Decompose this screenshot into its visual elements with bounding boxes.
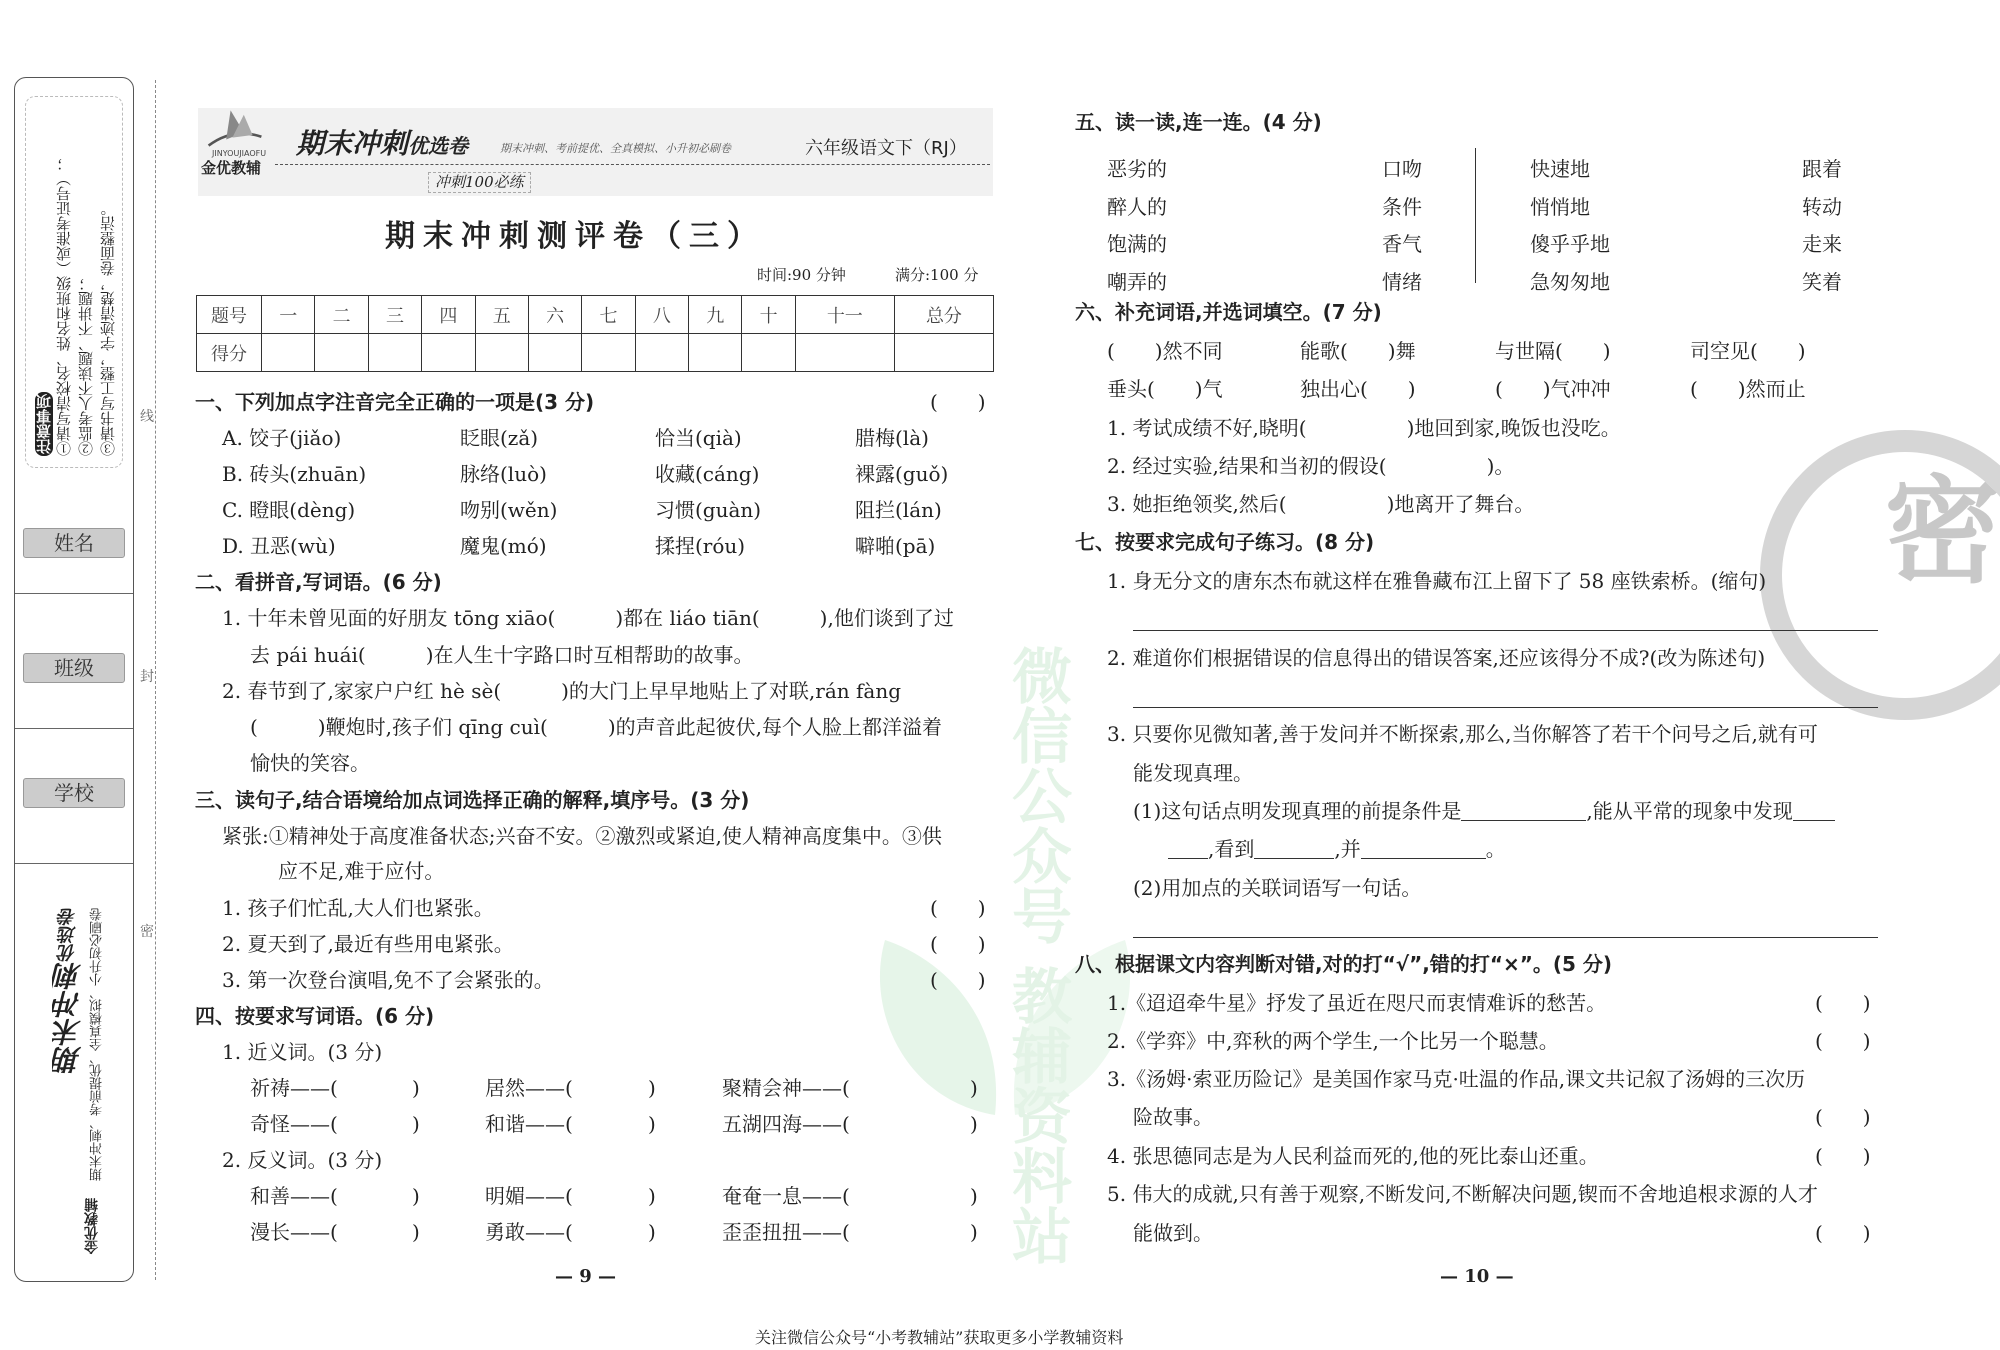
answer-blank[interactable]: ( ) <box>1815 1105 1871 1129</box>
header-series-title: 期末冲刺 <box>296 127 409 160</box>
sidebar-brand-name: 金优教辅 <box>84 1198 100 1254</box>
table-row <box>197 334 994 372</box>
option-d-1: D. 丑恶(wù) <box>222 534 336 558</box>
answer-blank[interactable] <box>1461 820 1586 821</box>
word-item: 聚精会神——( <box>722 1076 850 1100</box>
question-item: 3. 只要你见微知著,善于发问并不断探索,那么,当你解答了若干个问号之后,就有可 <box>1107 722 1818 746</box>
header-series-sub: 优选卷 <box>408 134 469 158</box>
answer-blank[interactable] <box>1168 858 1208 859</box>
cut-mark-seal: 封 <box>140 669 154 685</box>
sidebar-brand-title: 期末冲刺 <box>52 962 85 1074</box>
score-cell[interactable] <box>894 334 993 372</box>
footer-note: 关注微信公众号“小考教辅站”获取更多小学教辅资料 <box>755 1328 1124 1347</box>
word-item: 祈祷——( <box>250 1076 338 1100</box>
option-d-4: 噼啪(pā) <box>855 534 936 558</box>
answer-line[interactable] <box>1133 630 1878 631</box>
question-line: 愉快的笑容。 <box>250 751 370 775</box>
notice-line-1: ①请写清校名、姓名和班级（或准考证号）； <box>55 156 73 456</box>
notice-line-2: ②监考人不读题、不讲题； <box>77 276 95 456</box>
section-4-title: 四、按要求写词语。(6 分) <box>195 1004 435 1028</box>
option-d-3: 揉捏(róu) <box>655 534 746 558</box>
word-item: 和善——( <box>250 1184 338 1208</box>
option-b-2: 脉络(luò) <box>460 462 547 486</box>
table-cell: 十 <box>742 296 795 334</box>
question-text: ,能从平常的现象中发现 <box>1586 799 1793 823</box>
match-word[interactable]: 悄悄地 <box>1530 194 1590 219</box>
fill-sentence: 2. 经过实验,结果和当初的假设( )。 <box>1107 454 1515 478</box>
cut-mark-secret: 密 <box>140 924 154 940</box>
school-field-label: 学校 <box>23 778 125 808</box>
score-table <box>196 295 994 372</box>
sub-question: 2. 反义词。(3 分) <box>222 1148 383 1172</box>
answer-line[interactable] <box>1133 707 1878 708</box>
paren-close: ) <box>412 1184 420 1208</box>
sidebar-brand-sub: 优选卷 <box>58 908 79 962</box>
paren-close: ) <box>648 1184 656 1208</box>
paren-close: ) <box>970 1112 978 1136</box>
section-5-title: 五、读一读,连一连。(4 分) <box>1075 110 1322 134</box>
paren-close: ) <box>970 1220 978 1244</box>
table-cell: 八 <box>635 296 688 334</box>
table-cell: 五 <box>475 296 528 334</box>
match-word[interactable]: 走来 <box>1802 232 1842 256</box>
answer-blank[interactable]: ( ) <box>1815 1221 1871 1245</box>
question-line: 2. 春节到了,家家户户红 hè sè( )的大门上早早地贴上了对联,rán fàng <box>222 679 902 703</box>
section-3-title: 三、读句子,结合语境给加点词选择正确的解释,填序号。(3 分) <box>195 788 750 812</box>
option-b-1: B. 砖头(zhuān) <box>222 462 367 486</box>
match-word[interactable]: 快速地 <box>1530 157 1590 181</box>
exam-time: 时间:90 分钟 <box>757 266 846 284</box>
table-cell: 九 <box>689 296 742 334</box>
question-item: (2)用加点的关联词语写一句话。 <box>1133 876 1422 900</box>
score-cell[interactable] <box>528 334 581 372</box>
answer-blank[interactable]: ( ) <box>930 968 986 992</box>
section-8-title: 八、根据课文内容判断对错,对的打“√”,错的打“×”。(5 分) <box>1075 952 1613 976</box>
table-row <box>197 296 994 334</box>
fill-sentence: 3. 她拒绝领奖,然后( )地离开了舞台。 <box>1107 492 1535 516</box>
answer-blank[interactable]: ( ) <box>930 896 986 920</box>
option-b-3: 收藏(cáng) <box>655 462 760 486</box>
notice-title: 注意事项 <box>35 394 53 454</box>
match-word[interactable]: 香气 <box>1382 232 1422 256</box>
score-cell[interactable] <box>689 334 742 372</box>
question-item: 1. 身无分文的唐东杰布就这样在雅鲁藏布江上留下了 58 座铁索桥。(缩句) <box>1107 569 1767 593</box>
idiom-item: 独出心( ) <box>1300 377 1416 401</box>
page-title: 期末冲刺测评卷（三） <box>385 219 765 254</box>
table-cell: 四 <box>422 296 475 334</box>
paren-close: ) <box>648 1220 656 1244</box>
idiom-item: 能歌( )舞 <box>1300 339 1416 363</box>
idiom-item: ( )然不同 <box>1107 339 1223 363</box>
idiom-item: ( )气冲冲 <box>1495 377 1611 401</box>
score-cell[interactable] <box>475 334 528 372</box>
option-a-2: 眨眼(zǎ) <box>460 426 539 450</box>
header-slogan: 期末冲刺、考前提优、全真模拟、小升初必刷卷 <box>500 142 731 155</box>
judge-item: 3.《汤姆·索亚历险记》是美国作家马克·吐温的作品,课文共记叙了汤姆的三次历 <box>1107 1067 1806 1091</box>
option-b-4: 裸露(guǒ) <box>855 462 949 486</box>
binding-sidebar <box>14 77 134 1282</box>
sub-question: 1. 近义词。(3 分) <box>222 1040 383 1064</box>
idiom-item: ( )然而止 <box>1690 377 1806 401</box>
word-item: 居然——( <box>485 1076 573 1100</box>
section-1-title: 一、下列加点字注音完全正确的一项是(3 分) <box>195 390 595 414</box>
table-cell: 二 <box>315 296 368 334</box>
section-7-title: 七、按要求完成句子练习。(8 分) <box>1075 530 1375 554</box>
judge-item: 5. 伟大的成就,只有善于观察,不断发问,不断解决问题,锲而不舍地追根求源的人才 <box>1107 1182 1818 1206</box>
question-item: 2. 夏天到了,最近有些用电紧张。 <box>222 932 514 956</box>
question-text: 。 <box>1485 837 1506 861</box>
match-word[interactable]: 笑着 <box>1802 269 1842 294</box>
match-word[interactable]: 条件 <box>1382 194 1422 219</box>
paren-close: ) <box>970 1076 978 1100</box>
fill-sentence: 1. 考试成绩不好,晓明( )地回到家,晚饭也没吃。 <box>1107 416 1621 440</box>
watermark-text-1: 微信公众号 <box>1002 645 1072 945</box>
table-cell: 十一 <box>795 296 894 334</box>
answer-blank[interactable] <box>1254 858 1334 859</box>
score-cell[interactable] <box>315 334 368 372</box>
score-cell[interactable] <box>635 334 688 372</box>
cut-mark-line: 线 <box>140 409 154 425</box>
word-item: 明媚——( <box>485 1184 573 1208</box>
table-cell: 题号 <box>197 296 262 334</box>
table-cell: 七 <box>582 296 635 334</box>
question-item: 能发现真理。 <box>1133 761 1253 785</box>
option-a-3: 恰当(qià) <box>655 426 742 450</box>
answer-line[interactable] <box>1133 937 1878 938</box>
sidebar-brand-slogan: 期末冲刺、考前提优、全真模拟、小升初必刷卷 <box>90 908 105 1181</box>
match-word[interactable]: 情绪 <box>1382 269 1422 294</box>
table-cell: 三 <box>368 296 421 334</box>
question-item: 2. 难道你们根据错误的信息得出的错误答案,还应该得分不成?(改为陈述句) <box>1107 646 1766 670</box>
table-cell: 得分 <box>197 334 262 372</box>
definition-line: 紧张:①精神处于高度准备状态;兴奋不安。②激烈或紧迫,使人精神高度集中。③供 <box>222 824 942 848</box>
watermark-text-2: 教辅资料站 <box>1002 965 1072 1265</box>
option-c-3: 习惯(guàn) <box>655 498 762 522</box>
idiom-item: 司空见( ) <box>1690 339 1806 363</box>
answer-blank[interactable]: ( ) <box>1815 991 1871 1015</box>
match-word[interactable]: 急匆匆地 <box>1530 269 1610 294</box>
score-cell[interactable] <box>422 334 475 372</box>
word-item: 漫长——( <box>250 1220 338 1244</box>
paren-close: ) <box>970 1184 978 1208</box>
question-item: 1. 孩子们忙乱,大人们也紧张。 <box>222 896 494 920</box>
section-2-title: 二、看拼音,写词语。(6 分) <box>195 570 442 594</box>
score-cell[interactable] <box>262 334 315 372</box>
answer-blank[interactable] <box>1361 858 1486 859</box>
section-6-title: 六、补充词语,并选词填空。(7 分) <box>1075 300 1382 324</box>
table-cell: 总分 <box>894 296 993 334</box>
question-line: 去 pái huái( )在人生十字路口时互相帮助的故事。 <box>250 643 754 667</box>
judge-item: 2.《学弈》中,弈秋的两个学生,一个比另一个聪慧。 <box>1107 1029 1559 1053</box>
paren-close: ) <box>412 1076 420 1100</box>
match-word[interactable]: 跟着 <box>1802 157 1842 181</box>
option-c-4: 阻拦(lán) <box>855 498 942 522</box>
match-word[interactable]: 嘲弄的 <box>1107 269 1167 294</box>
header-tag: 冲刺100必练 <box>428 172 531 193</box>
table-cell: 六 <box>528 296 581 334</box>
score-cell[interactable] <box>742 334 795 372</box>
word-item: 和谐——( <box>485 1112 573 1136</box>
judge-item: 能做到。 <box>1133 1221 1213 1245</box>
question-item: 3. 第一次登台演唱,免不了会紧张的。 <box>222 968 554 992</box>
question-line: 1. 十年未曾见面的好朋友 tōng xiāo( )都在 liáo tiān( ),他们谈到了过 <box>222 606 954 630</box>
page-number-right: — 10 — <box>1440 1266 1514 1287</box>
grade-label: 六年级语文下（RJ） <box>805 138 967 159</box>
secret-stamp: 密 <box>1884 465 2000 599</box>
table-cell: 一 <box>262 296 315 334</box>
header-brand-name: 金优教辅 <box>201 159 262 177</box>
answer-blank[interactable]: ( ) <box>1815 1144 1871 1168</box>
paren-close: ) <box>648 1112 656 1136</box>
word-item: 勇敢——( <box>485 1220 573 1244</box>
score-cell[interactable] <box>368 334 421 372</box>
score-cell[interactable] <box>795 334 894 372</box>
paren-close: ) <box>412 1220 420 1244</box>
option-c-2: 吻别(wěn) <box>460 498 558 522</box>
option-c-1: C. 瞪眼(dèng) <box>222 498 356 522</box>
paren-close: ) <box>412 1112 420 1136</box>
word-item: 奄奄一息——( <box>722 1184 850 1208</box>
header-brand-pinyin: JINYOUJIAOFU <box>212 149 267 158</box>
match-word[interactable]: 醉人的 <box>1107 194 1167 219</box>
judge-item: 4. 张思德同志是为人民利益而死的,他的死比泰山还重。 <box>1107 1144 1599 1168</box>
word-item: 五湖四海——( <box>722 1112 850 1136</box>
option-d-2: 魔鬼(mó) <box>460 534 547 558</box>
class-field-label: 班级 <box>23 653 125 683</box>
word-item: 奇怪——( <box>250 1112 338 1136</box>
word-item: 歪歪扭扭——( <box>722 1220 850 1244</box>
cut-line <box>155 80 156 1280</box>
option-a-1: A. 饺子(jiǎo) <box>222 426 342 450</box>
judge-item: 险故事。 <box>1133 1105 1213 1129</box>
paren-close: ) <box>648 1076 656 1100</box>
notice-line-3: ③请书写工整，字迹清楚，卷面整洁。 <box>99 201 117 456</box>
match-word[interactable]: 恶劣的 <box>1107 157 1167 181</box>
exam-full-score: 满分:100 分 <box>895 266 979 284</box>
match-word[interactable]: 傻乎乎地 <box>1530 232 1610 256</box>
definition-line: 应不足,难于应付。 <box>278 859 445 883</box>
page-number-left: — 9 — <box>555 1266 617 1287</box>
match-word[interactable]: 转动 <box>1802 194 1842 219</box>
idiom-item: 垂头( )气 <box>1107 377 1223 401</box>
match-word[interactable]: 口吻 <box>1382 157 1422 181</box>
option-a-4: 腊梅(là) <box>855 426 929 450</box>
question-line: ( )鞭炮时,孩子们 qīng cuì( )的声音此起彼伏,每个人脸上都洋溢着 <box>250 715 943 739</box>
question-text: (1)这句话点明发现真理的前提条件是 <box>1133 799 1462 823</box>
question-text: ,并 <box>1334 837 1361 861</box>
answer-blank[interactable] <box>1793 820 1835 821</box>
name-field-label: 姓名 <box>23 528 125 558</box>
answer-blank[interactable]: ( ) <box>930 390 986 414</box>
match-word[interactable]: 饱满的 <box>1107 232 1167 256</box>
answer-blank[interactable]: ( ) <box>930 932 986 956</box>
answer-blank[interactable]: ( ) <box>1815 1029 1871 1053</box>
idiom-item: 与世隔( ) <box>1495 339 1611 363</box>
judge-item: 1.《迢迢牵牛星》抒发了虽近在咫尺而衷情难诉的愁苦。 <box>1107 991 1607 1015</box>
score-cell[interactable] <box>582 334 635 372</box>
question-text: ,看到 <box>1208 837 1255 861</box>
book-logo-icon <box>200 106 270 150</box>
